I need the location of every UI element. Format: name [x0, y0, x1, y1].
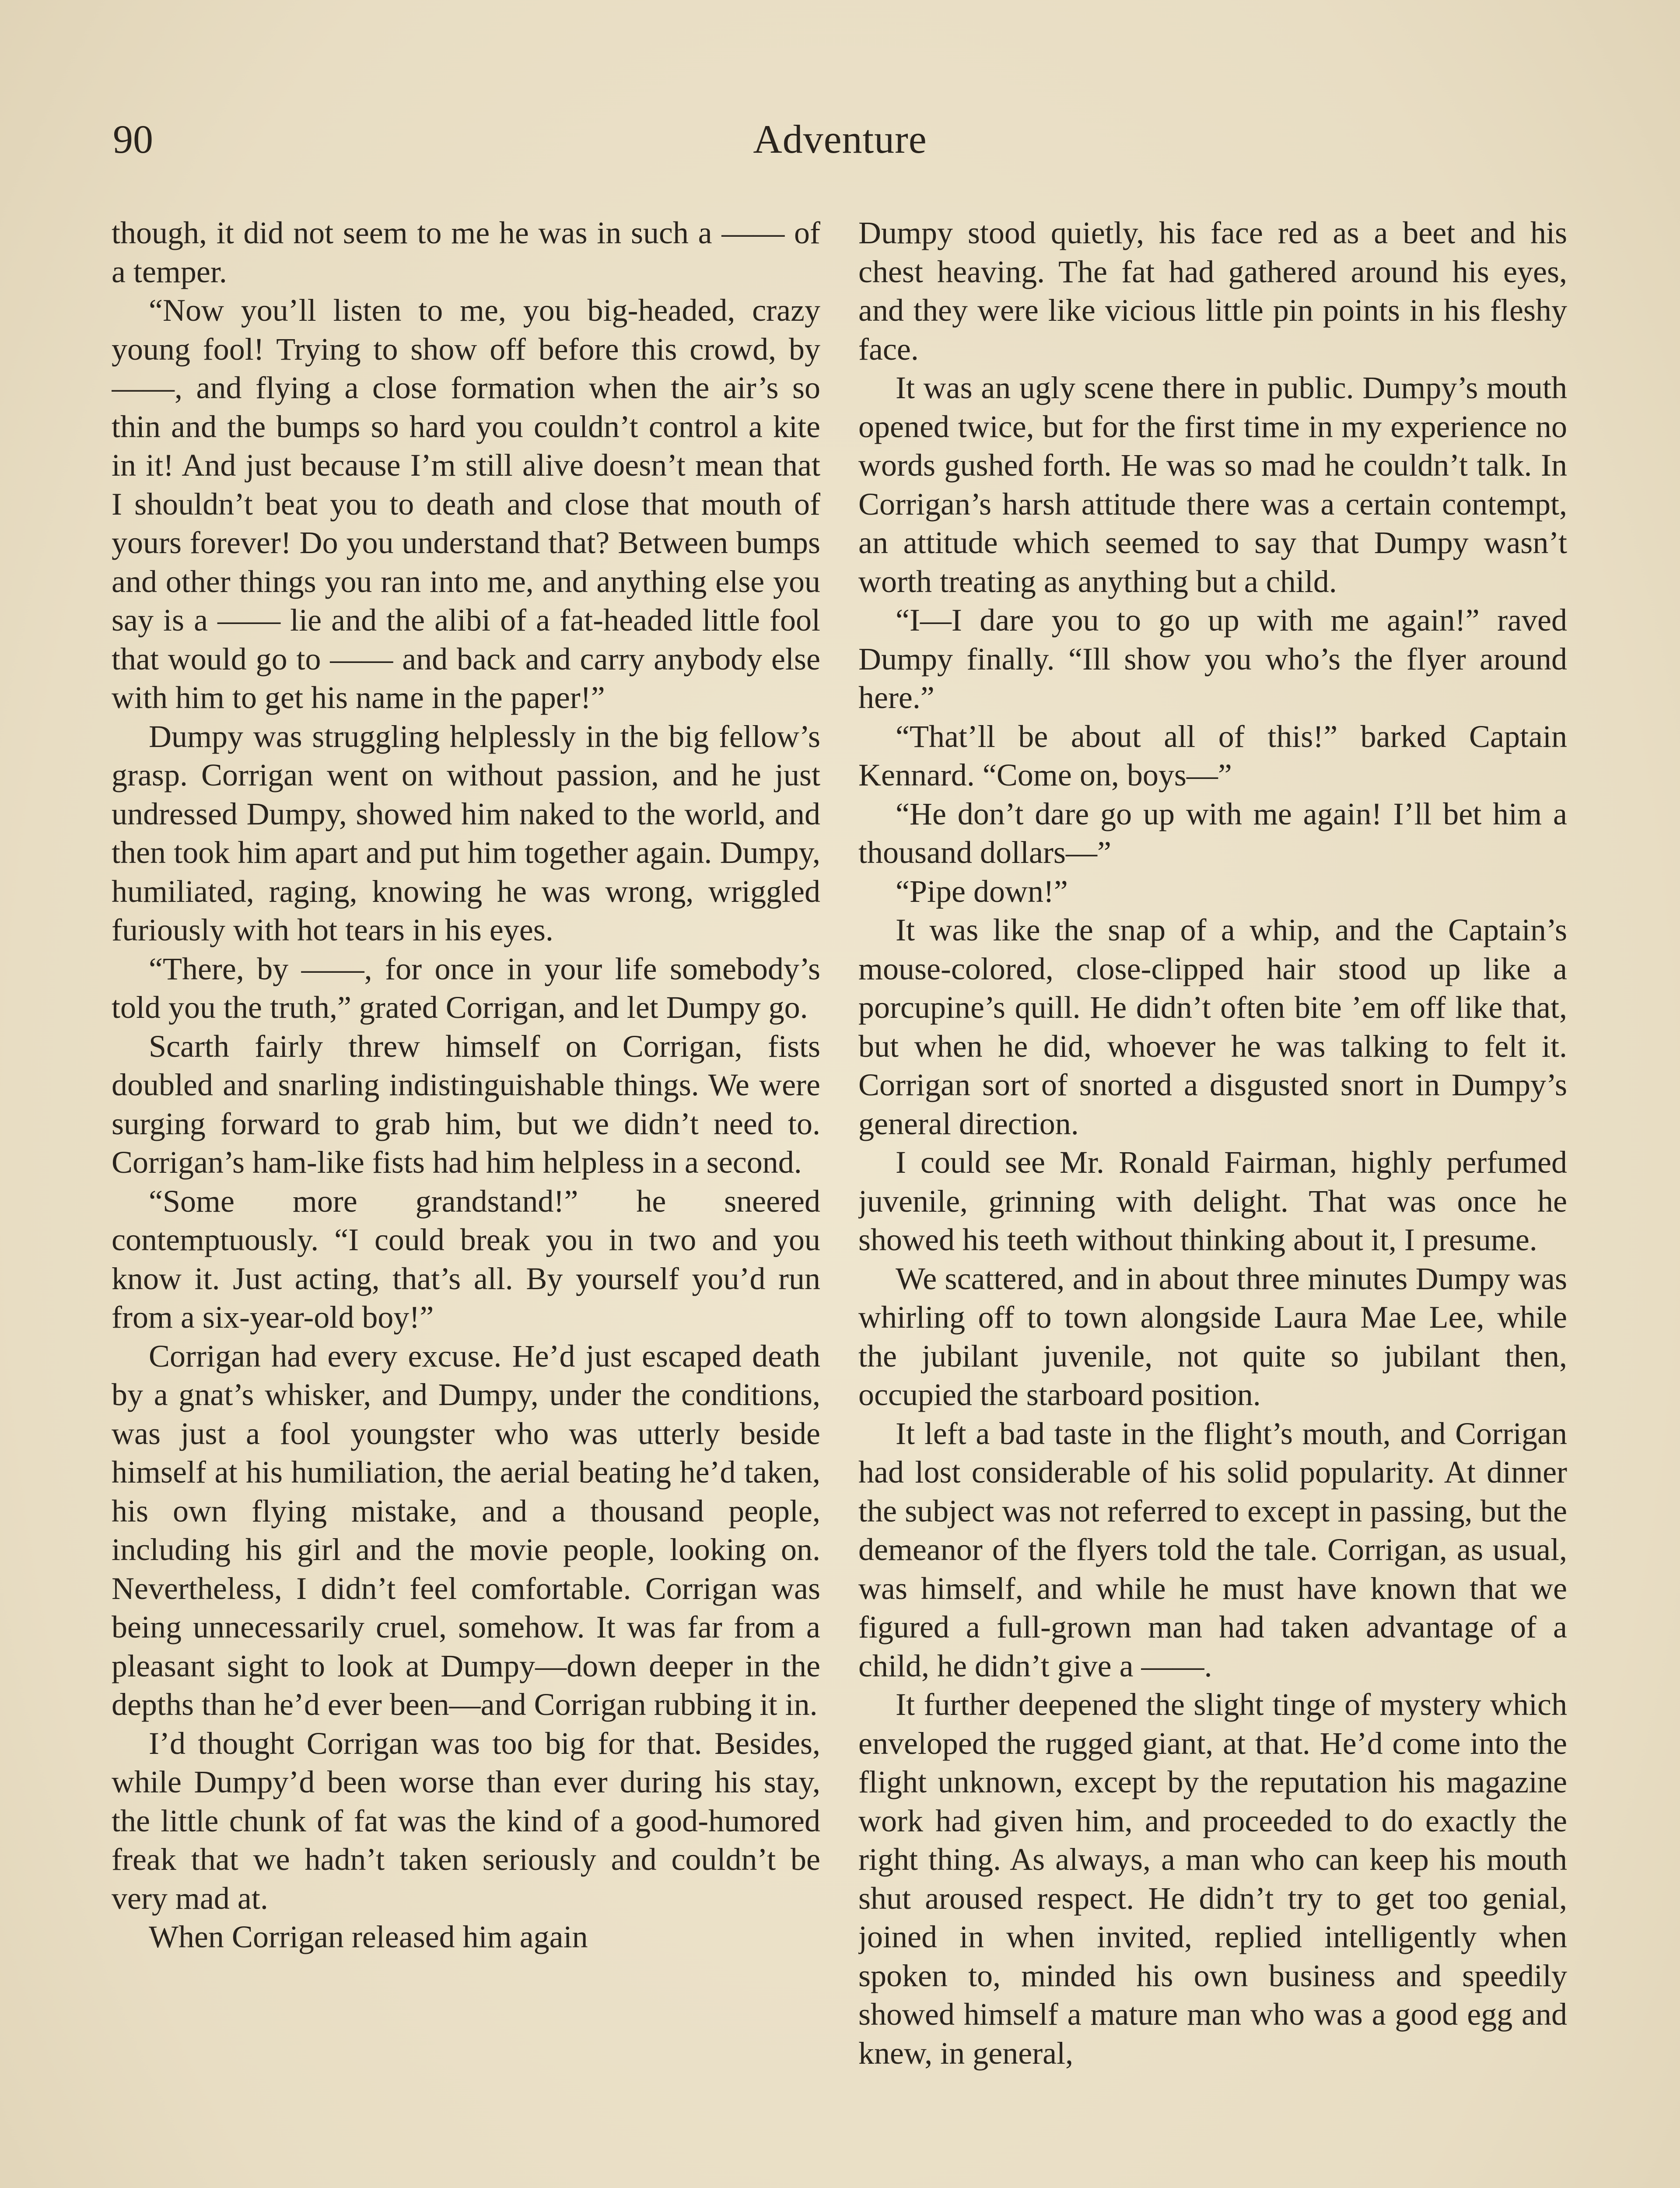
paragraph: “Some more grandstand!” he sneered contemptuously. “I could break you in two and you know it. Just acting, that’s all. By yourself you’d run from a six-year-old boy!”: [112, 1183, 820, 1335]
page-number: 90: [113, 117, 153, 161]
paragraph: I could see Mr. Ronald Fairman, highly perfumed juvenile, grinning with delight. That was once he showed his teeth without thinking about it, I presume.: [858, 1145, 1567, 1257]
paragraph: It was like the snap of a whip, and the Captain’s mouse-colored, close-clipped hair stood up like a porcupine’s quill. He didn’t often bite ’em off like that, but when he did, whoever he was talking to felt it. Corrigan sort of snorted a disgusted snort in Dumpy’s general direction.: [858, 912, 1567, 1141]
paragraph: I’d thought Corrigan was too big for that. Besides, while Dumpy’d been worse than ever during his stay, the little chunk of fat was the kind of a good-humored freak that we hadn’t taken seriously and couldn’t be very mad at.: [112, 1725, 820, 1916]
paragraph: When Corrigan released him again: [149, 1919, 588, 1954]
paragraph: “Pipe down!”: [896, 873, 1068, 909]
paragraph: though, it did not seem to me he was in such a —— of a temper.: [112, 215, 820, 289]
paragraph: “That’ll be about all of this!” barked Captain Kennard. “Come on, boys—”: [858, 719, 1567, 792]
left-text-column: [112, 214, 820, 2188]
paragraph: “He don’t dare go up with me again! I’ll bet him a thousand dollars—”: [858, 796, 1567, 870]
running-head: Adventure: [753, 117, 927, 161]
right-text-column: [858, 214, 1567, 2188]
paragraph: Corrigan had every excuse. He’d just escaped death by a gnat’s whisker, and Dumpy, under the conditions, was just a fool youngster who was utterly beside himself at his humiliation, the aerial beating he’d taken, his own flying mistake, and a thousand people, including his girl and the movie people, looking on. Nevertheless, I didn’t feel comfortable. Corrigan was being unnecessarily cruel, somehow. It was far from a pleasant sight to look at Dumpy—down deeper in the depths than he’d ever been—and Corrigan rubbing it in.: [112, 1338, 820, 1722]
paragraph: “I—I dare you to go up with me again!” raved Dumpy finally. “Ill show you who’s the flyer around here.”: [858, 603, 1567, 715]
paragraph: “Now you’ll listen to me, you big-headed, crazy young fool! Trying to show off before this crowd, by ——, and flying a close formation when the air’s so thin and the bumps so hard you couldn’t control a kite in it! And just because I’m still alive doesn’t mean that I shouldn’t beat you to death and close that mouth of yours forever! Do you understand that? Between bumps and other things you ran into me, and anything else you say is a —— lie and the alibi of a fat-headed little fool that would go to —— and back and carry anybody else with him to get his name in the paper!”: [112, 293, 820, 715]
paragraph: It further deepened the slight tinge of mystery which enveloped the rugged giant, at that. He’d come into the flight unknown, except by the reputation his magazine work had given him, and proceeded to do exactly the right thing. As always, a man who can keep his mouth shut aroused respect. He didn’t try to get too genial, joined in when invited, replied intelligently when spoken to, minded his own business and speedily showed himself a mature man who was a good egg and knew, in general,: [858, 1687, 1567, 2071]
paragraph: Dumpy was struggling helplessly in the big fellow’s grasp. Corrigan went on without passion, and he just undressed Dumpy, showed him naked to the world, and then took him apart and put him together again. Dumpy, humiliated, raging, knowing he was wrong, wriggled furiously with hot tears in his eyes.: [112, 719, 820, 947]
paragraph: Scarth fairly threw himself on Corrigan, fists doubled and snarling indistinguishable things. We were surging forward to grab him, but we didn’t need to. Corrigan’s ham-like fists had him helpless in a second.: [112, 1028, 820, 1180]
paragraph: Dumpy stood quietly, his face red as a beet and his chest heaving. The fat had gathered around his eyes, and they were like vicious little pin points in his fleshy face.: [858, 215, 1567, 367]
page-header: [109, 113, 1571, 165]
paragraph: We scattered, and in about three minutes Dumpy was whirling off to town alongside Laura Mae Lee, while the jubilant juvenile, not quite so jubilant then, occupied the starboard position.: [858, 1261, 1567, 1412]
paragraph: “There, by ——, for once in your life somebody’s told you the truth,” grated Corrigan, and let Dumpy go.: [112, 951, 820, 1025]
paragraph: It left a bad taste in the flight’s mouth, and Corrigan had lost considerable of his solid popularity. At dinner the subject was not referred to except in passing, but the demeanor of the flyers told the tale. Corrigan, as usual, was himself, and while he must have known that we figured a full-grown man had taken advantage of a child, he didn’t give a ——.: [858, 1416, 1567, 1683]
paragraph: It was an ugly scene there in public. Dumpy’s mouth opened twice, but for the first time in my experience no words gushed forth. He was so mad he couldn’t talk. In Corrigan’s harsh attitude there was a certain contempt, an attitude which seemed to say that Dumpy wasn’t worth treating as anything but a child.: [858, 370, 1567, 599]
